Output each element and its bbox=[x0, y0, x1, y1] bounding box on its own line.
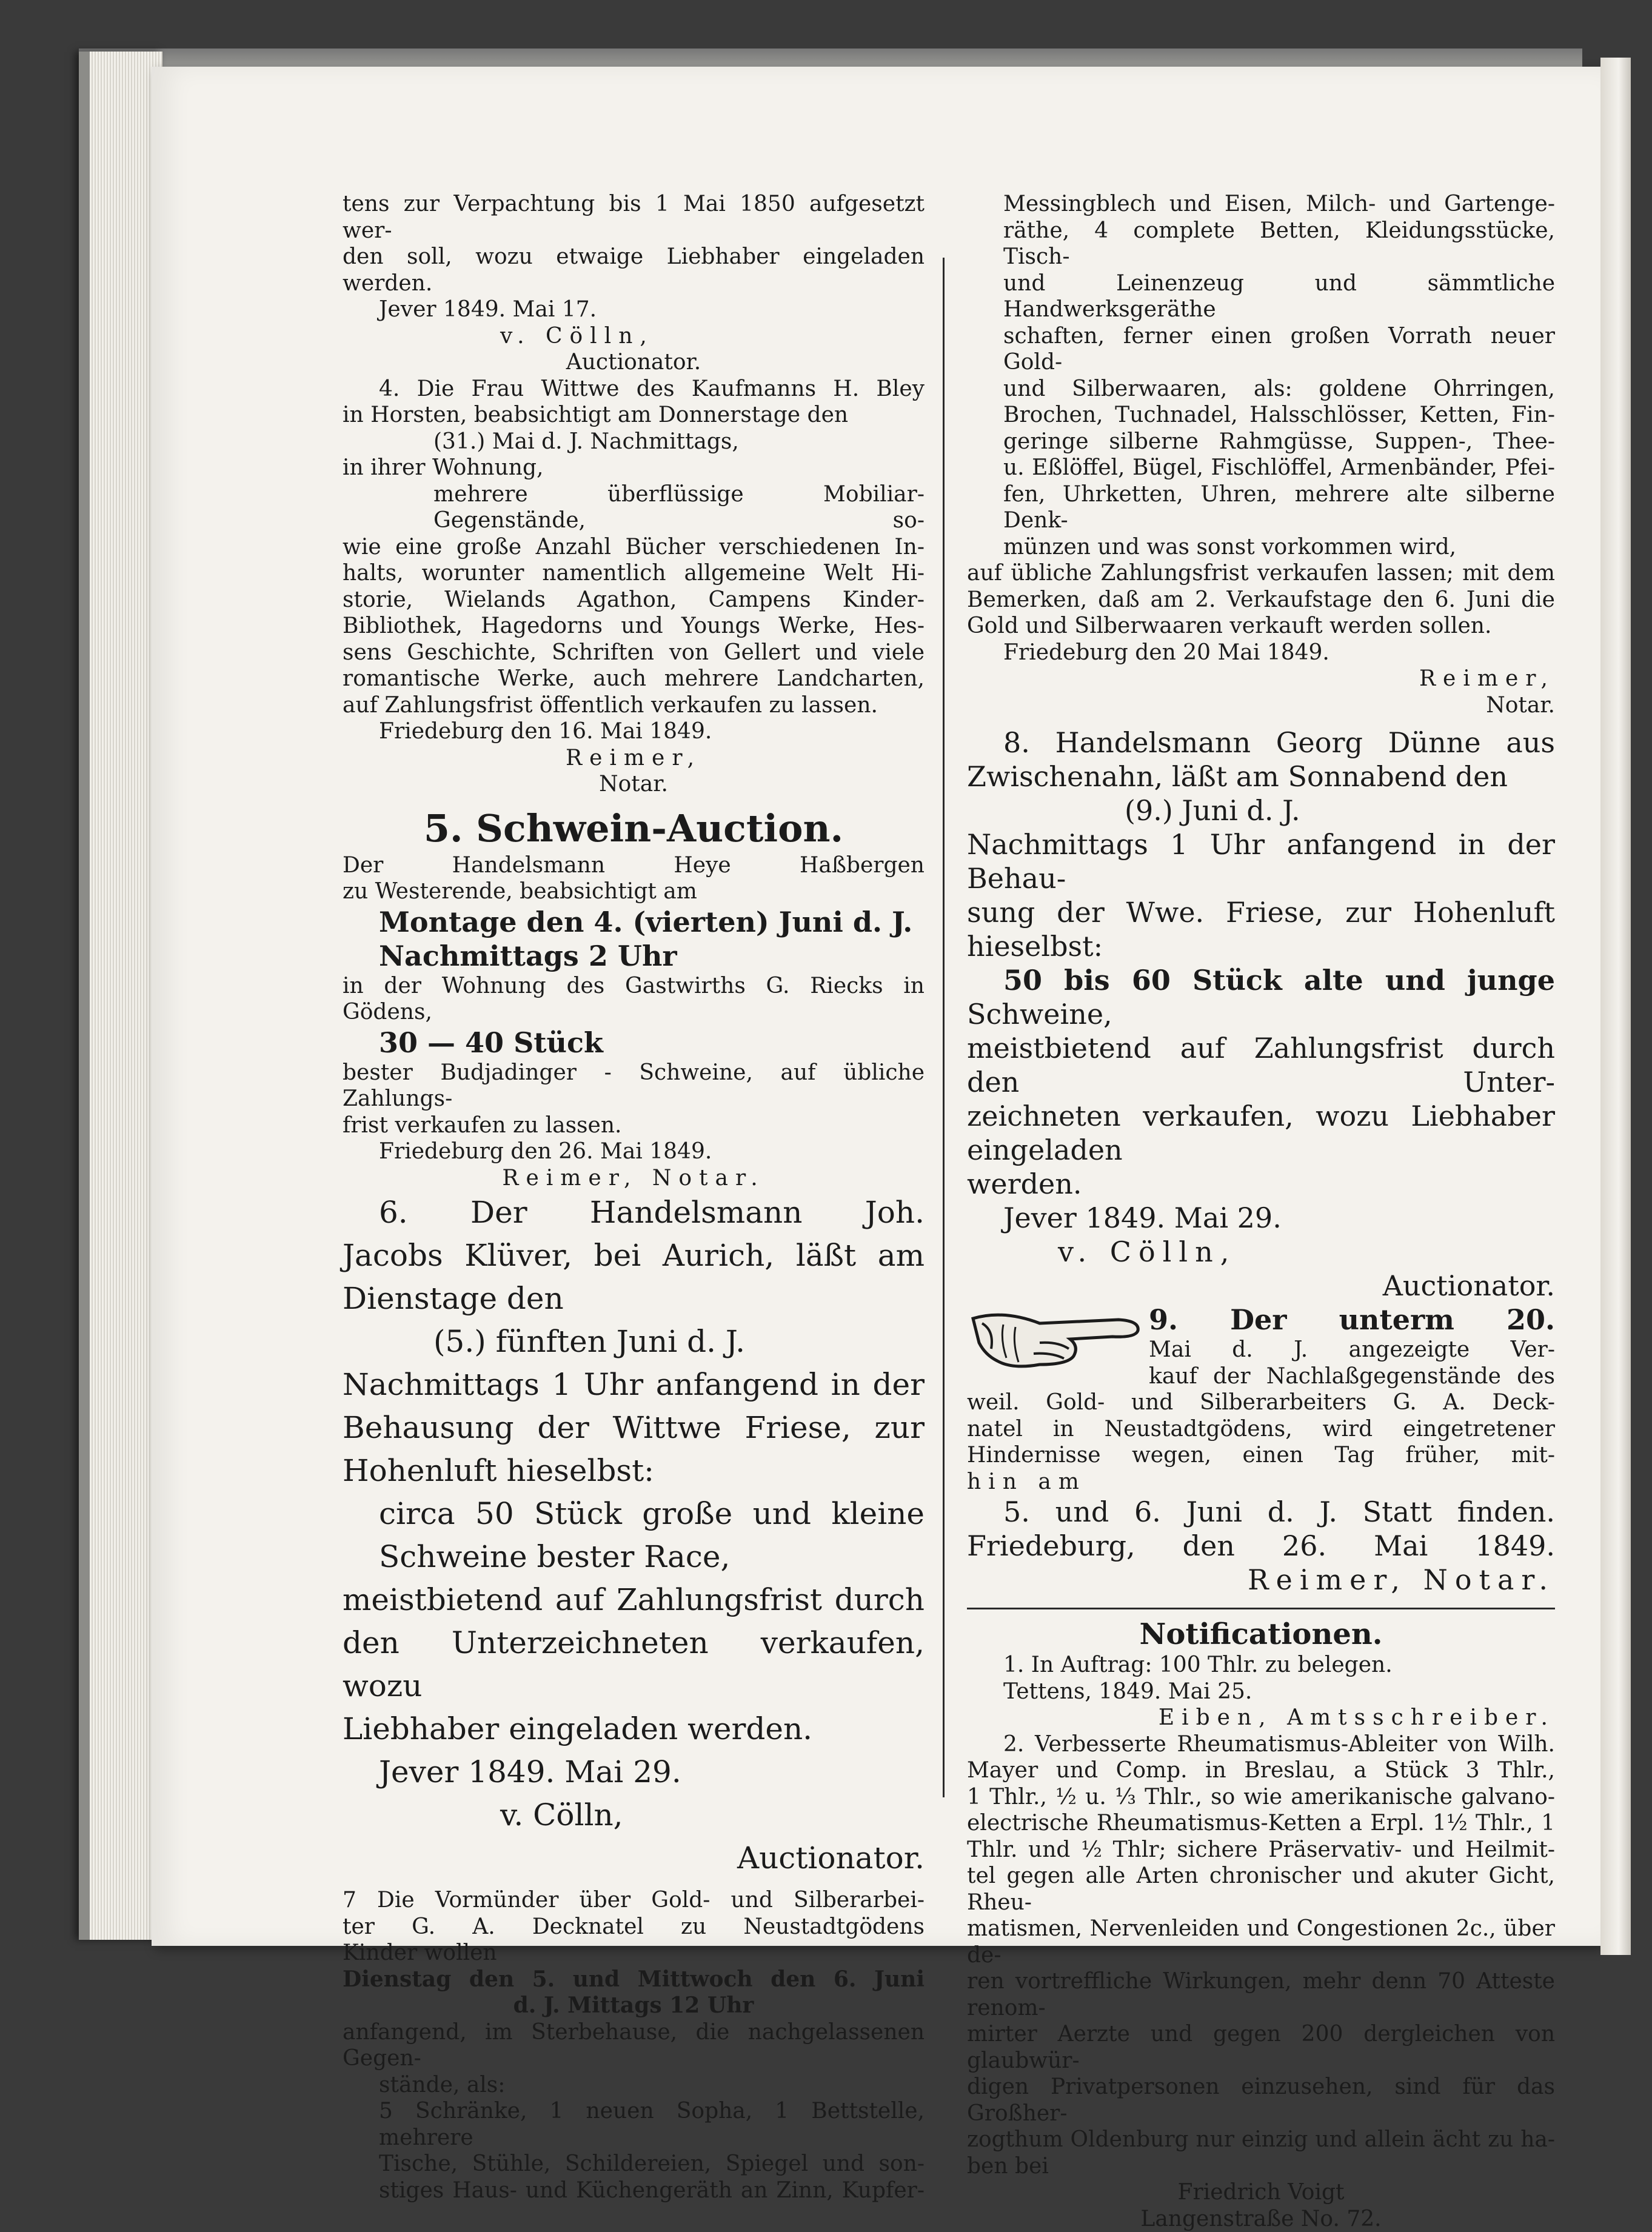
signature: Reimer, bbox=[967, 666, 1555, 692]
text-line: ben bei bbox=[967, 2153, 1555, 2180]
text-line: halts, worunter namentlich allgemeine Welt Hi- bbox=[343, 560, 925, 587]
text-line: geringe silberne Rahmgüsse, Suppen-, Thee- bbox=[967, 429, 1555, 455]
text-line: bester Budjadinger - Schweine, auf übliche Zahlungs- bbox=[343, 1060, 925, 1112]
date-line: Jever 1849. Mai 29. bbox=[343, 1751, 925, 1794]
text-line: 2. Verbesserte Rheumatismus-Ableiter von Wilh. bbox=[967, 1731, 1555, 1758]
text-line: sens Geschichte, Schriften von Gellert und viele bbox=[343, 640, 925, 666]
signature-title: Auctionator. bbox=[343, 349, 925, 376]
auction-time: d. J. Mittags 12 Uhr bbox=[343, 1993, 925, 2019]
signature-title: Auctionator. bbox=[967, 1269, 1555, 1303]
text-line: Brochen, Tuchnadel, Halsschlösser, Ketten, Fin- bbox=[967, 402, 1555, 429]
text-line: werden. bbox=[967, 1167, 1555, 1201]
auction-time: Nachmittags 2 Uhr bbox=[343, 939, 925, 973]
signature: Eiben, Amtsschreiber. bbox=[967, 1705, 1555, 1731]
signature: v. Cölln, bbox=[343, 1794, 925, 1837]
text-line: Tische, Stühle, Schildereien, Spiegel und son- bbox=[343, 2151, 925, 2177]
text-line: 6. Der Handelsmann Joh. bbox=[343, 1191, 925, 1234]
notice-7-continued bbox=[967, 191, 1555, 718]
text-line: hin am bbox=[967, 1469, 1555, 1495]
text-line: circa 50 Stück große und kleine bbox=[343, 1492, 925, 1535]
text-line: und Silberwaaren, als: goldene Ohrringen, bbox=[967, 376, 1555, 403]
notice-7 bbox=[343, 1887, 925, 2204]
notice-5 bbox=[343, 805, 925, 1192]
date-line: Jever 1849. Mai 29. bbox=[967, 1201, 1555, 1235]
text-line: Gödens, bbox=[343, 999, 925, 1026]
text-line: Jacobs Klüver, bei Aurich, läßt am bbox=[343, 1234, 925, 1277]
text-line: 8. Handelsmann Georg Dünne aus bbox=[967, 726, 1555, 760]
text-line: räthe, 4 complete Betten, Kleidungsstücke, Tisch- bbox=[967, 218, 1555, 270]
lot-count: 50 bis 60 Stück alte und junge bbox=[967, 963, 1555, 997]
date-line: Friedeburg den 20 Mai 1849. bbox=[967, 640, 1555, 666]
lot-count: 30 — 40 Stück bbox=[343, 1026, 925, 1060]
text-line: stiges Haus- und Küchengeräth an Zinn, Kupfer- bbox=[343, 2177, 925, 2204]
text-line: ter G. A. Decknatel zu Neustadtgödens bbox=[343, 1914, 925, 1940]
text-line: Zwischenahn, läßt am Sonnabend den bbox=[967, 760, 1555, 794]
text-line: auf übliche Zahlungsfrist verkaufen lassen; mit dem bbox=[967, 560, 1555, 587]
left-column bbox=[343, 191, 925, 2204]
text-line: Nachmittags 1 Uhr anfangend in der bbox=[343, 1363, 925, 1406]
text-line: Gold und Silberwaaren verkauft werden sollen. bbox=[967, 613, 1555, 640]
text-line: den soll, wozu etwaige Liebhaber eingeladen werden. bbox=[343, 244, 925, 296]
text-line: Bibliothek, Hagedorns und Youngs Werke, Hes- bbox=[343, 613, 925, 640]
column-divider bbox=[943, 258, 945, 1797]
text-line: Bemerken, daß am 2. Verkaufstage den 6. Juni die bbox=[967, 587, 1555, 613]
text-line: Liebhaber eingeladen werden. bbox=[343, 1708, 925, 1751]
notice-8 bbox=[967, 726, 1555, 1303]
text-line: digen Privatpersonen einzusehen, sind für das Großher- bbox=[967, 2074, 1555, 2127]
notice-heading: 5. Schwein-Auction. bbox=[343, 805, 925, 852]
section-rule bbox=[967, 1608, 1555, 1609]
text-line: (5.) fünften Juni d. J. bbox=[343, 1320, 925, 1363]
text-line: Thlr. und ½ Thlr; sichere Präservativ- und Heilmit- bbox=[967, 1837, 1555, 1863]
spacer bbox=[343, 1880, 925, 1887]
signature: v. Cölln, bbox=[343, 323, 925, 350]
text-line: sung der Wwe. Friese, zur Hohenluft hieselbst: bbox=[967, 895, 1555, 963]
text-line: 4. Die Frau Wittwe des Kaufmanns H. Bley bbox=[343, 376, 925, 403]
auction-date: 5. und 6. Juni d. J. Statt finden. bbox=[967, 1495, 1555, 1529]
text-line: tens zur Verpachtung bis 1 Mai 1850 aufgesetzt wer- bbox=[343, 191, 925, 244]
book-edge-right bbox=[1600, 58, 1631, 1955]
text-line: in ihrer Wohnung, bbox=[343, 455, 925, 481]
text-line: fen, Uhrketten, Uhren, mehrere alte silberne Denk- bbox=[967, 481, 1555, 534]
text-line: meistbietend auf Zahlungsfrist durch bbox=[343, 1579, 925, 1622]
signature: Reimer, bbox=[343, 745, 925, 772]
text-line: in der Wohnung des Gastwirths G. Riecks in bbox=[343, 973, 925, 1000]
text-line: 5 Schränke, 1 neuen Sopha, 1 Bettstelle, mehrere bbox=[343, 2098, 925, 2151]
text-line: schaften, ferner einen großen Vorrath neuer Gold- bbox=[967, 323, 1555, 376]
date-line: Jever 1849. Mai 17. bbox=[343, 296, 925, 323]
spacer bbox=[967, 718, 1555, 726]
text-line: kauf der Nachlaßgegenstände des bbox=[1149, 1363, 1555, 1390]
date-line: Tettens, 1849. Mai 25. bbox=[967, 1679, 1555, 1705]
text-line: den Unterzeichneten verkaufen, wozu bbox=[343, 1622, 925, 1708]
text-line: matismen, Nervenleiden und Congestionen 2c., über de- bbox=[967, 1916, 1555, 1968]
right-column bbox=[967, 191, 1555, 2232]
text-line: Mai d. J. angezeigte Ver- bbox=[1149, 1337, 1555, 1363]
text-line: wie eine große Anzahl Bücher verschiedenen In- bbox=[343, 534, 925, 561]
text-line: Messingblech und Eisen, Milch- und Gartenge- bbox=[967, 191, 1555, 218]
signature: Reimer, Notar. bbox=[967, 1563, 1555, 1597]
notice-4 bbox=[343, 376, 925, 798]
signature: Friedrich Voigt bbox=[967, 2179, 1555, 2206]
text-line: Dienstage den bbox=[343, 1277, 925, 1320]
spacer bbox=[343, 798, 925, 805]
text-line: ren vortreffliche Wirkungen, mehr denn 70 Atteste renom- bbox=[967, 1968, 1555, 2021]
text-line: storie, Wielands Agathon, Campens Kinder- bbox=[343, 587, 925, 613]
notice-6 bbox=[343, 1191, 925, 1880]
date-line: Friedeburg den 16. Mai 1849. bbox=[343, 718, 925, 745]
book-page-stack bbox=[79, 52, 162, 1940]
text-line: münzen und was sonst vorkommen wird, bbox=[967, 534, 1555, 561]
text-line: Schweine, bbox=[967, 997, 1555, 1031]
text-line: weil. Gold- und Silberarbeiters G. A. Deck- bbox=[967, 1389, 1555, 1416]
notifications bbox=[967, 1617, 1555, 2232]
notice-9-lead-text bbox=[1149, 1303, 1555, 1389]
text-line: Behausung der Wittwe Friese, zur bbox=[343, 1406, 925, 1449]
date-line: Friedeburg den 26. Mai 1849. bbox=[343, 1138, 925, 1165]
signature-title: Notar. bbox=[967, 692, 1555, 719]
text-line: auf Zahlungsfrist öffentlich verkaufen zu lassen. bbox=[343, 692, 925, 719]
text-line: zu Westerende, beabsichtigt am bbox=[343, 878, 925, 905]
text-line: zogthum Oldenburg nur einzig und allein ächt zu ha- bbox=[967, 2127, 1555, 2153]
text-line: Nachmittags 1 Uhr anfangend in der Behau- bbox=[967, 827, 1555, 895]
text-line: Hindernisse wegen, einen Tag früher, mit- bbox=[967, 1442, 1555, 1469]
text-line: (31.) Mai d. J. Nachmittags, bbox=[343, 429, 925, 455]
text-line: meistbietend auf Zahlungsfrist durch den Unter- bbox=[967, 1031, 1555, 1099]
text-line: zeichneten verkaufen, wozu Liebhaber eingeladen bbox=[967, 1099, 1555, 1167]
text-line: Kinder wollen bbox=[343, 1940, 925, 1966]
text-line: 7 Die Vormünder über Gold- und Silberarbei- bbox=[343, 1887, 925, 1914]
signature: Reimer, Notar. bbox=[343, 1165, 925, 1192]
text-line: tel gegen alle Arten chronischer und akuter Gicht, Rheu- bbox=[967, 1863, 1555, 1916]
text-line: Hohenluft hieselbst: bbox=[343, 1449, 925, 1492]
text-line: u. Eßlöffel, Bügel, Fischlöffel, Armenbänder, Pfei- bbox=[967, 455, 1555, 481]
pointing-hand-icon bbox=[967, 1306, 1149, 1379]
signature-title: Auctionator. bbox=[343, 1837, 925, 1880]
text-line: frist verkaufen zu lassen. bbox=[343, 1112, 925, 1139]
text-line: Schweine bester Race, bbox=[343, 1535, 925, 1579]
text-line: mehrere überflüssige Mobiliar-Gegenstände, so- bbox=[343, 481, 925, 534]
text-line: stände, als: bbox=[343, 2072, 925, 2099]
text-line: anfangend, im Sterbehause, die nachgelassenen Gegen- bbox=[343, 2019, 925, 2072]
book-edge-top bbox=[79, 48, 1582, 68]
signature-title: Notar. bbox=[343, 771, 925, 798]
text-line: Mayer und Comp. in Breslau, a Stück 3 Thlr., bbox=[967, 1757, 1555, 1784]
text-line: in Horsten, beabsichtigt am Donnerstage den bbox=[343, 402, 925, 429]
text-line: 1 Thlr., ½ u. ⅓ Thlr., so wie amerikanische galvano- bbox=[967, 1784, 1555, 1811]
text-line: und Leinenzeug und sämmtliche Handwerksgeräthe bbox=[967, 270, 1555, 323]
date-line: Friedeburg, den 26. Mai 1849. bbox=[967, 1529, 1555, 1563]
text-line: natel in Neustadtgödens, wird eingetretener bbox=[967, 1416, 1555, 1443]
text-line: (9.) Juni d. J. bbox=[967, 794, 1555, 827]
text-line: electrische Rheumatismus-Ketten a Erpl. 1½ Thlr., 1 bbox=[967, 1810, 1555, 1837]
auction-date: Montage den 4. (vierten) Juni d. J. bbox=[343, 905, 925, 939]
text-line: romantische Werke, auch mehrere Landcharten, bbox=[343, 666, 925, 692]
text-line: 9. Der unterm 20. bbox=[1149, 1303, 1555, 1337]
text-line: mirter Aerzte und gegen 200 dergleichen von glaubwür- bbox=[967, 2021, 1555, 2074]
text-line: Der Handelsmann Heye Haßbergen bbox=[343, 852, 925, 879]
auction-date: Dienstag den 5. und Mittwoch den 6. Juni bbox=[343, 1966, 925, 1993]
section-heading: Notificationen. bbox=[967, 1617, 1555, 1652]
text-line: 1. In Auftrag: 100 Thlr. zu belegen. bbox=[967, 1652, 1555, 1679]
notice-9-lead bbox=[967, 1303, 1555, 1389]
signature: v. Cölln, bbox=[967, 1235, 1555, 1269]
address: Langenstraße No. 72. bbox=[967, 2206, 1555, 2232]
notice-9 bbox=[967, 1303, 1555, 1597]
